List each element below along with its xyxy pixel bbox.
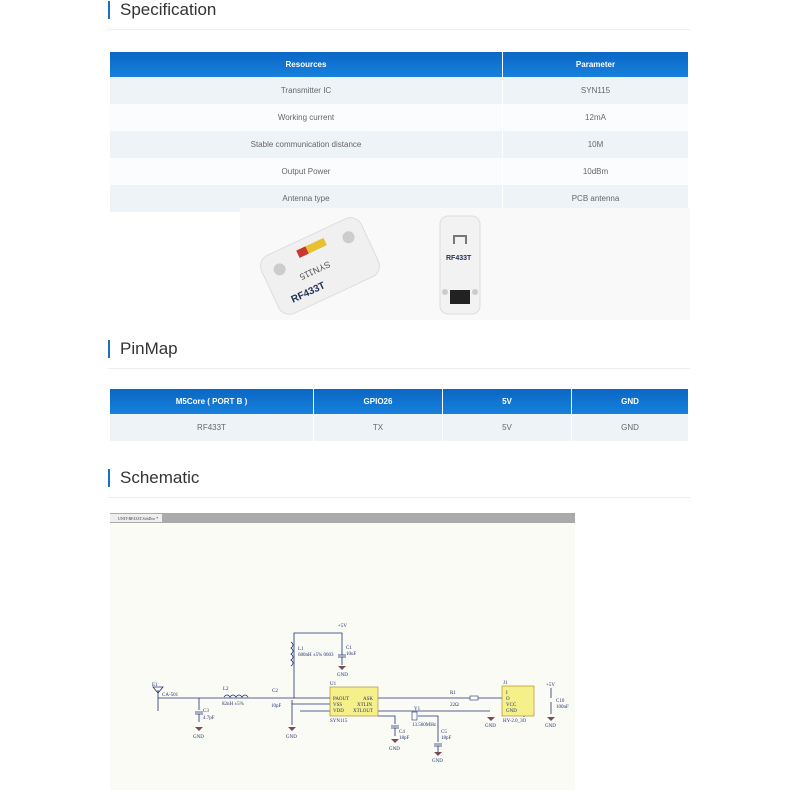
label: HY-2.0_3O (503, 719, 527, 724)
cell: Output Power (110, 158, 503, 185)
label: 680nH ±5% 0603 (298, 653, 334, 658)
label: O (506, 697, 510, 702)
label: 10pF (271, 704, 282, 709)
schematic-heading: Schematic (108, 469, 199, 487)
product-label: RF433T (289, 280, 328, 306)
label: +5V (546, 683, 555, 688)
label: GND (193, 735, 204, 740)
label: 10uF (346, 652, 357, 657)
cell: 12mA (503, 104, 689, 131)
label: 82nH ±5% (222, 702, 244, 707)
spec-heading: Specification (108, 1, 216, 19)
label: PAOUT (333, 697, 350, 702)
label: 100nF (556, 705, 569, 710)
cell: Transmitter IC (110, 77, 503, 104)
label: U1 (330, 682, 337, 687)
label: XTLOUT (353, 709, 373, 714)
col-header: GND (572, 389, 689, 414)
label: L2 (223, 687, 229, 692)
schematic-image (110, 513, 575, 790)
label: GND (506, 709, 517, 714)
table-row (110, 158, 689, 185)
label: GND (389, 747, 400, 752)
cell: RF433T (110, 414, 314, 441)
label: C1 (346, 646, 352, 651)
cell: 5V (443, 414, 572, 441)
label: Y1 (414, 707, 421, 712)
chip-label: SYN115 (298, 259, 333, 283)
label: E1 (152, 683, 158, 688)
label: 13.560MHz (412, 723, 437, 728)
cell: TX (314, 414, 443, 441)
label: C2 (272, 689, 278, 694)
label: 22Ω (450, 703, 459, 708)
label: ASK (363, 697, 374, 702)
col-header: Parameter (503, 52, 689, 77)
label: SYN115 (330, 719, 348, 724)
label: 18pF (399, 736, 410, 741)
label: C10 (556, 699, 565, 704)
cell: 10dBm (503, 158, 689, 185)
product-image (240, 208, 690, 320)
divider (108, 497, 690, 498)
cell: Stable communication distance (110, 131, 503, 158)
label: 4.7pF (203, 716, 215, 721)
pinmap-heading: PinMap (108, 340, 178, 358)
label: CA-501 (162, 693, 179, 698)
label: GND (545, 724, 556, 729)
cell: 10M (503, 131, 689, 158)
label: GND (485, 724, 496, 729)
table-row (110, 104, 689, 131)
label: GND (432, 759, 443, 764)
label: VCC (506, 703, 517, 708)
label: R1 (450, 691, 456, 696)
label: L1 (298, 647, 304, 652)
label: I (506, 691, 508, 696)
label: +5V (338, 624, 347, 629)
label: C3 (203, 709, 209, 714)
cell: Antenna type (110, 185, 503, 212)
label: 18pF (441, 736, 452, 741)
divider (108, 29, 690, 30)
divider (108, 368, 690, 369)
cell: GND (572, 414, 689, 441)
table-row (110, 77, 689, 104)
label: GND (337, 673, 348, 678)
label: C4 (399, 730, 405, 735)
cell: Working current (110, 104, 503, 131)
pinmap-table (110, 389, 689, 441)
label: C5 (441, 730, 447, 735)
col-header: 5V (443, 389, 572, 414)
col-header: Resources (110, 52, 503, 77)
label: GND (286, 735, 297, 740)
table-row (110, 414, 689, 441)
label: XTLIN (357, 703, 372, 708)
spec-table (110, 52, 689, 212)
label: VSS (333, 703, 343, 708)
product-label-2: RF433T (446, 255, 472, 262)
cell: SYN115 (503, 77, 689, 104)
col-header: M5Core ( PORT B ) (110, 389, 314, 414)
schematic-tab[interactable]: UNIT-RF433T.SchDoc * (118, 516, 159, 521)
table-row (110, 131, 689, 158)
label: VDD (333, 709, 344, 714)
cell: PCB antenna (503, 185, 689, 212)
label: J1 (503, 681, 508, 686)
col-header: GPIO26 (314, 389, 443, 414)
